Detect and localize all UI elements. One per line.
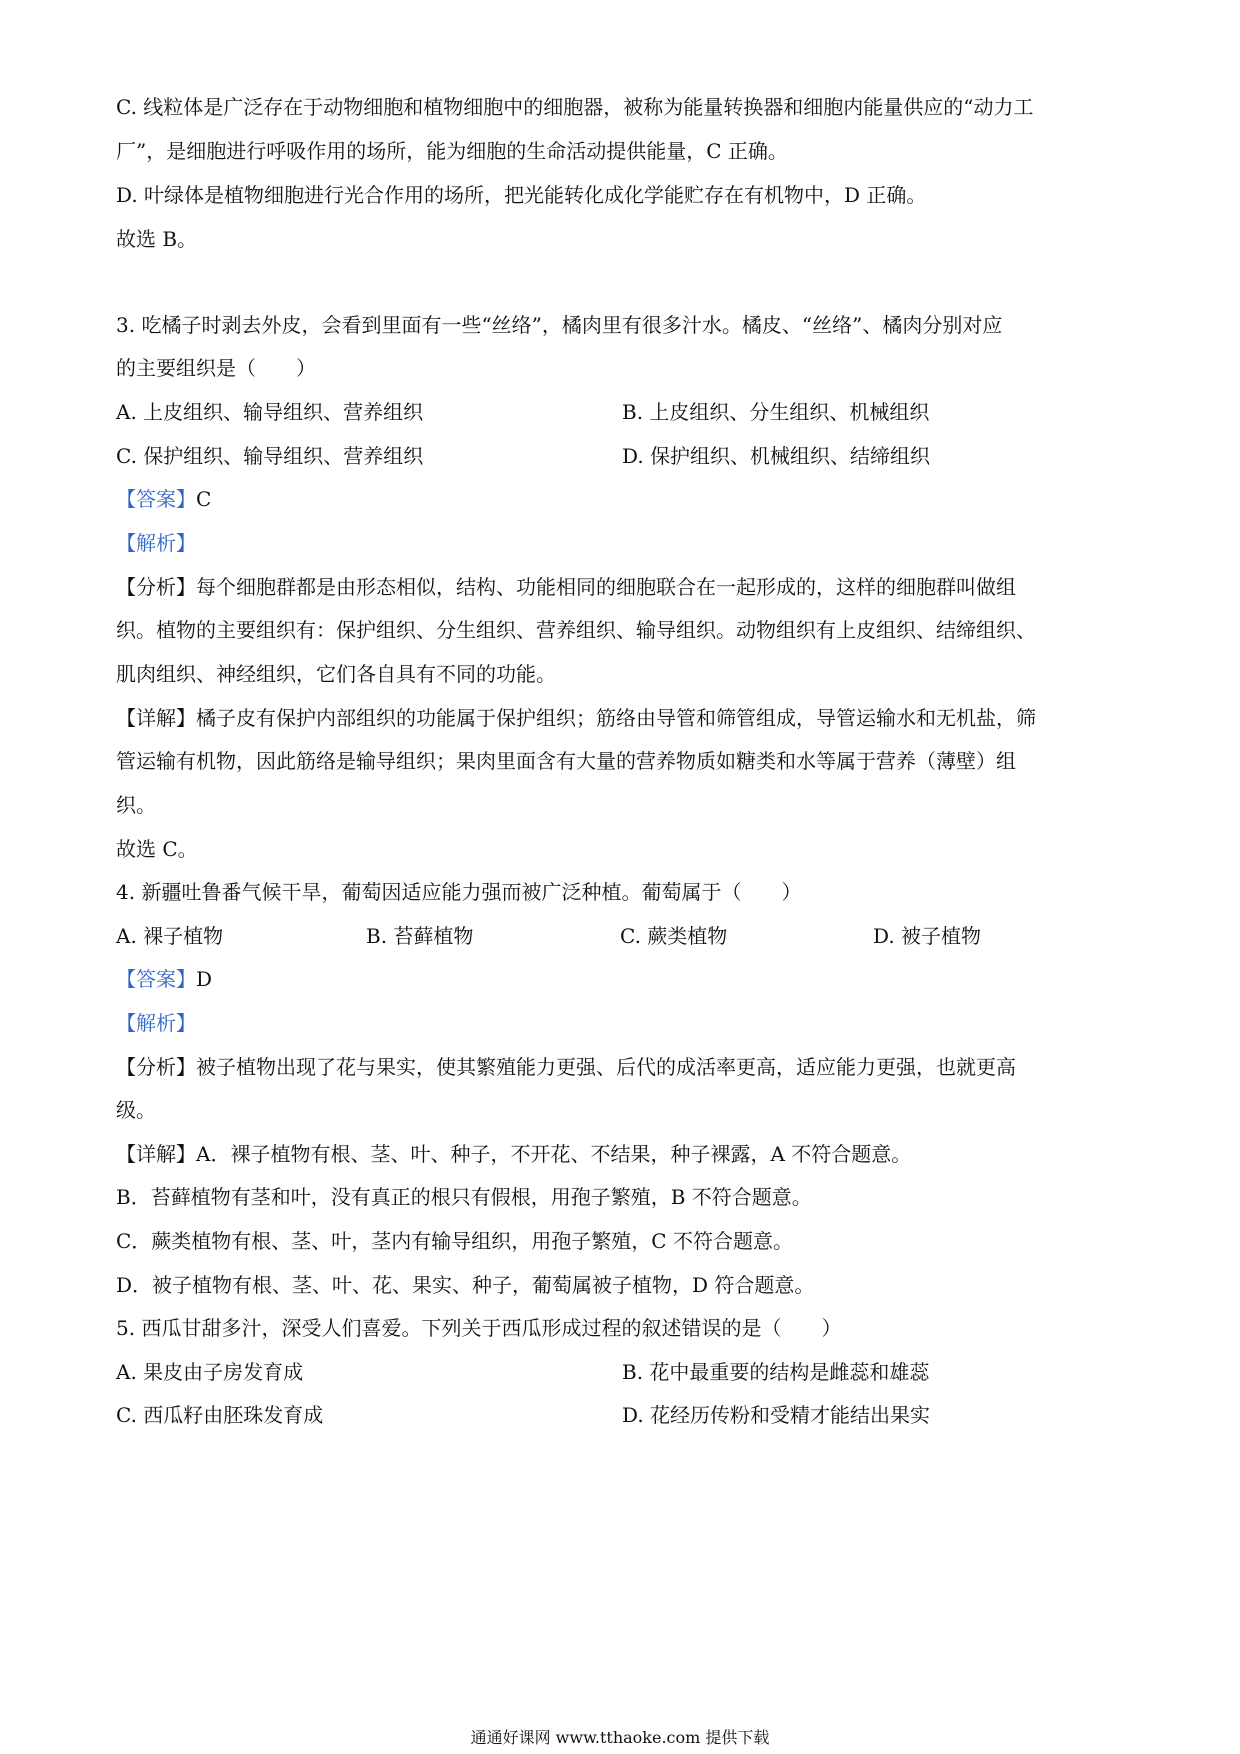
q5-stem: 5. 西瓜甘甜多汁，深受人们喜爱。下列关于西瓜形成过程的叙述错误的是（ ） <box>116 1316 842 1340</box>
prev-conclusion: 故选 B。 <box>116 227 198 251</box>
prev-option-d: D. 叶绿体是植物细胞进行光合作用的场所，把光能转化成化学能贮存在有机物中，D 正确。 <box>116 183 927 207</box>
q3-answer-tag: 【答案】 <box>116 487 196 511</box>
q5-option-a: A. 果皮由子房发育成 <box>116 1360 304 1384</box>
q4-analysis-line1 <box>116 1052 1126 1082</box>
q4-option-d: D. 被子植物 <box>873 924 982 948</box>
q3-detail-line1 <box>116 703 1126 733</box>
q3-detail-line2: 管运输有机物，因此筋络是输导组织；果肉里面含有大量的营养物质如糖类和水等属于营养（薄壁）组 <box>116 749 1016 773</box>
q3-analysis-tag: 【分析】 <box>116 575 196 599</box>
q4-explanation-tag: 【解析】 <box>116 1011 196 1035</box>
q5-option-b: B. 花中最重要的结构是雌蕊和雄蕊 <box>622 1360 930 1384</box>
q3-detail-line3: 织。 <box>116 793 156 817</box>
q5-option-d: D. 花经历传粉和受精才能结出果实 <box>622 1403 931 1427</box>
q5-option-c: C. 西瓜籽由胚珠发育成 <box>116 1403 324 1427</box>
prev-option-c-line2: 厂”，是细胞进行呼吸作用的场所，能为细胞的生命活动提供能量，C 正确。 <box>116 139 788 163</box>
q4-answer-tag: 【答案】 <box>116 967 196 991</box>
q3-stem-line1: 3. 吃橘子时剥去外皮，会看到里面有一些“丝络”，橘肉里有很多汁水。橘皮、“丝络”、橘肉分别对应 <box>116 313 1003 337</box>
q4-answer-value: D <box>196 967 213 991</box>
q4-analysis-line2: 级。 <box>116 1098 156 1122</box>
q3-answer <box>116 484 1126 514</box>
q3-option-b: B. 上皮组织、分生组织、机械组织 <box>622 400 930 424</box>
q3-option-a: A. 上皮组织、输导组织、营养组织 <box>116 400 424 424</box>
q3-options-row1 <box>116 397 1126 427</box>
q4-detail-tag: 【详解】 <box>116 1142 196 1166</box>
q4-option-c: C. 蕨类植物 <box>620 924 728 948</box>
q4-detail-c: C．蕨类植物有根、茎、叶，茎内有输导组织，用孢子繁殖，C 不符合题意。 <box>116 1229 793 1253</box>
q4-stem: 4. 新疆吐鲁番气候干旱，葡萄因适应能力强而被广泛种植。葡萄属于（ ） <box>116 880 802 904</box>
q3-detail-tag: 【详解】 <box>116 706 196 730</box>
q3-analysis-line1 <box>116 572 1126 602</box>
q3-option-c: C. 保护组织、输导组织、营养组织 <box>116 444 424 468</box>
q4-detail-a <box>116 1139 1126 1169</box>
q3-answer-value: C <box>196 487 212 511</box>
q3-options-row2 <box>116 441 1126 471</box>
q3-stem-line2: 的主要组织是（ ） <box>116 356 316 380</box>
q3-analysis-line2: 织。植物的主要组织有：保护组织、分生组织、营养组织、输导组织。动物组织有上皮组织、结缔组织、 <box>116 618 1036 642</box>
prev-option-c-line1: C. 线粒体是广泛存在于动物细胞和植物细胞中的细胞器，被称为能量转换器和细胞内能量供应的“动力工 <box>116 95 1034 119</box>
q4-answer <box>116 964 1126 994</box>
q4-option-b: B. 苔藓植物 <box>366 924 474 948</box>
q3-explanation-tag: 【解析】 <box>116 531 196 555</box>
q3-conclusion: 故选 C。 <box>116 837 198 861</box>
q4-detail-b: B．苔藓植物有茎和叶，没有真正的根只有假根，用孢子繁殖，B 不符合题意。 <box>116 1185 812 1209</box>
page-footer: 通通好课网 www.tthaoke.com 提供下载 <box>470 1728 770 1747</box>
q4-detail-a-text: A．裸子植物有根、茎、叶、种子，不开花、不结果，种子裸露，A 不符合题意。 <box>196 1142 912 1166</box>
q3-detail-text1: 橘子皮有保护内部组织的功能属于保护组织；筋络由导管和筛管组成，导管运输水和无机盐，筛 <box>196 706 1036 730</box>
q4-detail-d: D．被子植物有根、茎、叶、花、果实、种子，葡萄属被子植物，D 符合题意。 <box>116 1273 815 1297</box>
q4-analysis-tag: 【分析】 <box>116 1055 196 1079</box>
q3-option-d: D. 保护组织、机械组织、结缔组织 <box>622 444 931 468</box>
q3-analysis-text1: 每个细胞群都是由形态相似，结构、功能相同的细胞联合在一起形成的，这样的细胞群叫做组 <box>196 575 1016 599</box>
q4-option-a: A. 裸子植物 <box>116 924 224 948</box>
q5-options-row1 <box>116 1357 1126 1387</box>
q4-analysis-text1: 被子植物出现了花与果实，使其繁殖能力更强、后代的成活率更高，适应能力更强，也就更高 <box>196 1055 1016 1079</box>
q5-options-row2 <box>116 1400 1126 1430</box>
q3-analysis-line3: 肌肉组织、神经组织，它们各自具有不同的功能。 <box>116 662 556 686</box>
